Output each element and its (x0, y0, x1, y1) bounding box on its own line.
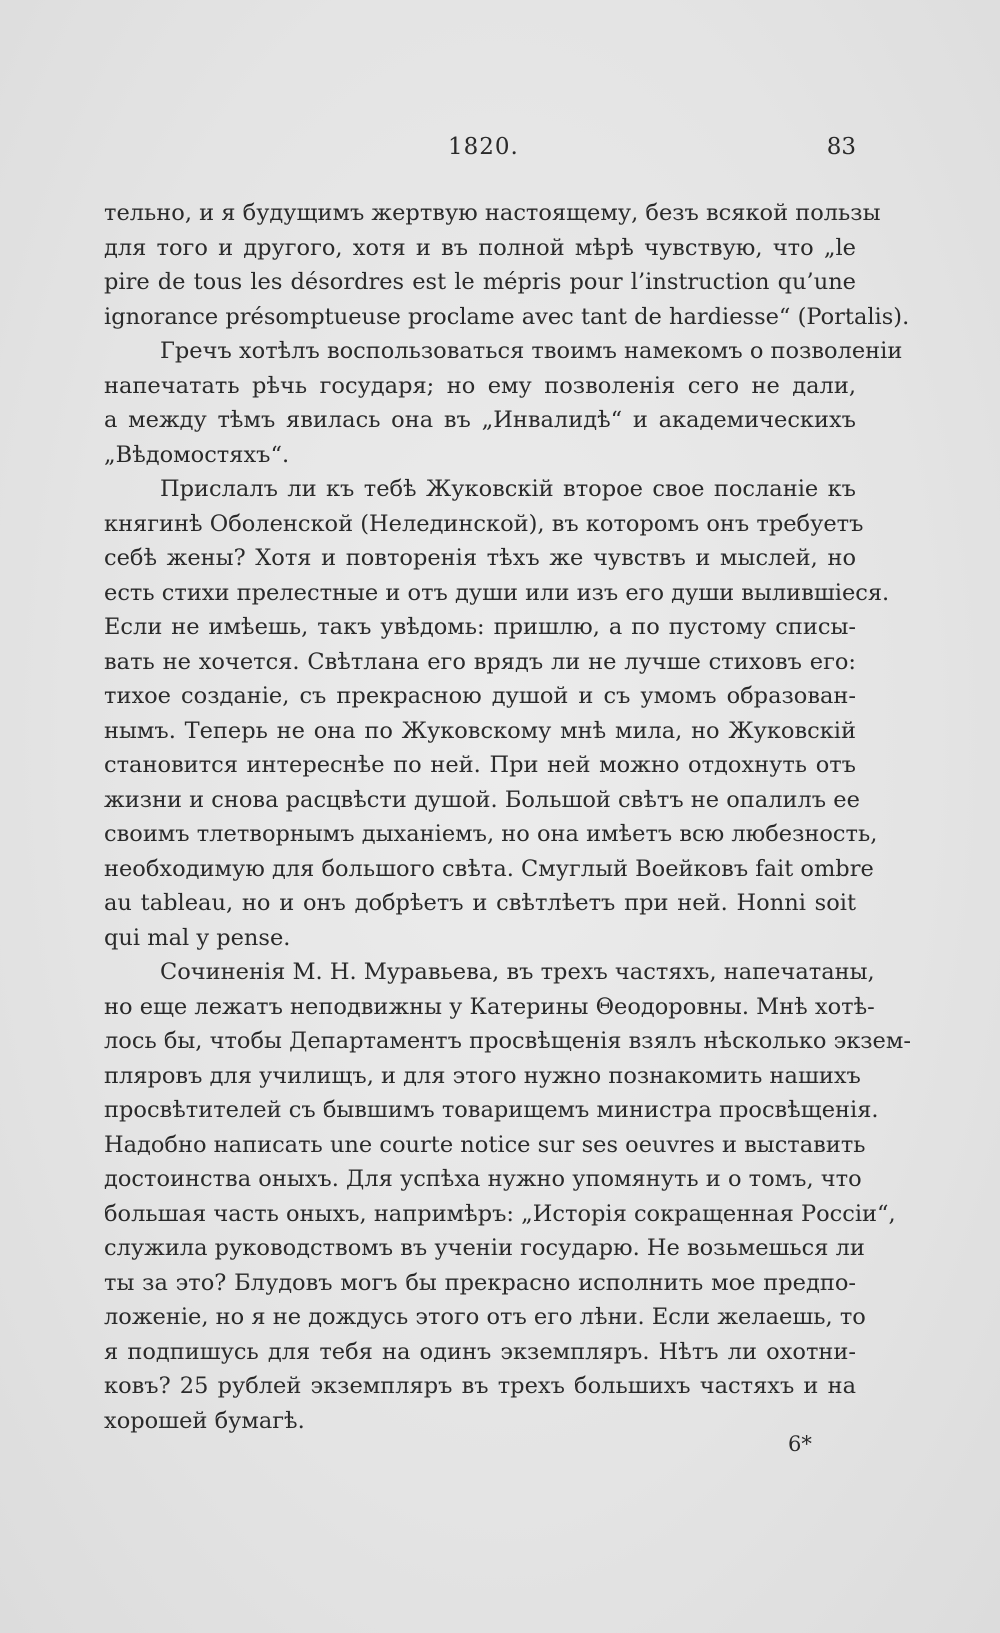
text-line: для того и другого, хотя и въ полной мѣрѣ чувствую, что „le (104, 234, 856, 261)
text-line: ковъ? 25 рублей экземпляръ въ трехъ большихъ частяхъ и на (104, 1373, 856, 1399)
text-line: Прислалъ ли къ тебѣ Жуковскiй второе свое посланiе къ (160, 476, 856, 502)
text-line: пляровъ для училищъ, и для этого нужно познакомить нашихъ (104, 1062, 861, 1089)
body-text (104, 196, 911, 1438)
text-line: себѣ жены? Хотя и повторенiя тѣхъ же чувствъ и мыслей, но (104, 545, 856, 571)
text-line: есть стихи прелестные и отъ души или изъ его души вылившiеся. (104, 579, 890, 606)
text-line: pire de tous les désordres est le mépris pour l’instruction qu’une (104, 269, 856, 295)
signature-mark: 6* (788, 1432, 812, 1456)
text-line: ложенiе, но я не дождусь этого отъ его лѣни. Если желаешь, то (104, 1304, 866, 1330)
text-line: просвѣтителей съ бывшимъ товарищемъ министра просвѣщенiя. (104, 1097, 879, 1123)
text-line: становится интереснѣе по ней. При ней можно отдохнуть отъ (104, 752, 856, 778)
text-line: своимъ тлетворнымъ дыханiемъ, но она имѣетъ всю любезность, (104, 821, 878, 847)
text-line: тельно, и я будущимъ жертвую настоящему, безъ всякой пользы (104, 200, 881, 226)
text-line: qui mal y pense. (104, 924, 291, 951)
text-line: „Вѣдомостяхъ“. (104, 441, 290, 468)
text-line: Гречъ хотѣлъ воспользоваться твоимъ намекомъ о позволенiи (160, 338, 903, 364)
text-line: Если не имѣешь, такъ увѣдомь: пришлю, а по пустому списы- (104, 614, 856, 640)
text-line: достоинства оныхъ. Для успѣха нужно упомянуть и о томъ, что (104, 1166, 862, 1192)
text-line: ты за это? Блудовъ могъ бы прекрасно исполнить мое предпо- (104, 1269, 856, 1296)
text-line: а между тѣмъ явилась она въ „Инвалидѣ“ и академическихъ (104, 407, 856, 433)
text-line: ignorance présomptueuse proclame avec tant de hardiesse“ (Portalis). (104, 303, 910, 330)
text-line: я подпишусь для тебя на одинъ экземпляръ. Нѣтъ ли охотни- (104, 1338, 856, 1365)
text-line: Сочиненiя М. Н. Муравьева, въ трехъ частяхъ, напечатаны, (160, 959, 875, 985)
text-line: необходимую для большого свѣта. Смуглый Воейковъ fait ombre (104, 855, 874, 882)
text-line: лось бы, чтобы Департаментъ просвѣщенiя взялъ нѣсколько экзем- (104, 1028, 911, 1054)
text-line: княгинѣ Оболенской (Нелединской), въ которомъ онъ требуетъ (104, 510, 864, 537)
text-line: Надобно написать une courte notice sur ses oeuvres и выставить (104, 1131, 866, 1158)
text-line: вать не хочется. Свѣтлана его врядъ ли не лучше стиховъ его: (104, 648, 856, 675)
running-head-year: 1820. (448, 134, 519, 160)
text-line: жизни и снова расцвѣсти душой. Большой свѣтъ не опалилъ ее (104, 786, 860, 813)
text-line: хорошей бумагѣ. (104, 1407, 305, 1434)
text-line: нымъ. Теперь не она по Жуковскому мнѣ мила, но Жуковскiй (104, 717, 856, 744)
page-number: 83 (826, 134, 856, 160)
running-header (104, 134, 856, 170)
text-line: но еще лежатъ неподвижны у Катерины Θеодоровны. Мнѣ хотѣ- (104, 993, 875, 1020)
text-line: au tableau, но и онъ добрѣетъ и свѣтлѣетъ при ней. Honni soit (104, 890, 856, 916)
text-line: напечатать рѣчь государя; но ему позволенiя сего не дали, (104, 372, 856, 399)
text-line: служила руководствомъ въ ученiи государю. Не возьмешься ли (104, 1235, 865, 1261)
text-line: тихое созданiе, съ прекрасною душой и съ умомъ образован- (104, 683, 856, 709)
text-line: большая часть оныхъ, напримѣръ: „Исторiя сокращенная Россiи“, (104, 1200, 896, 1227)
